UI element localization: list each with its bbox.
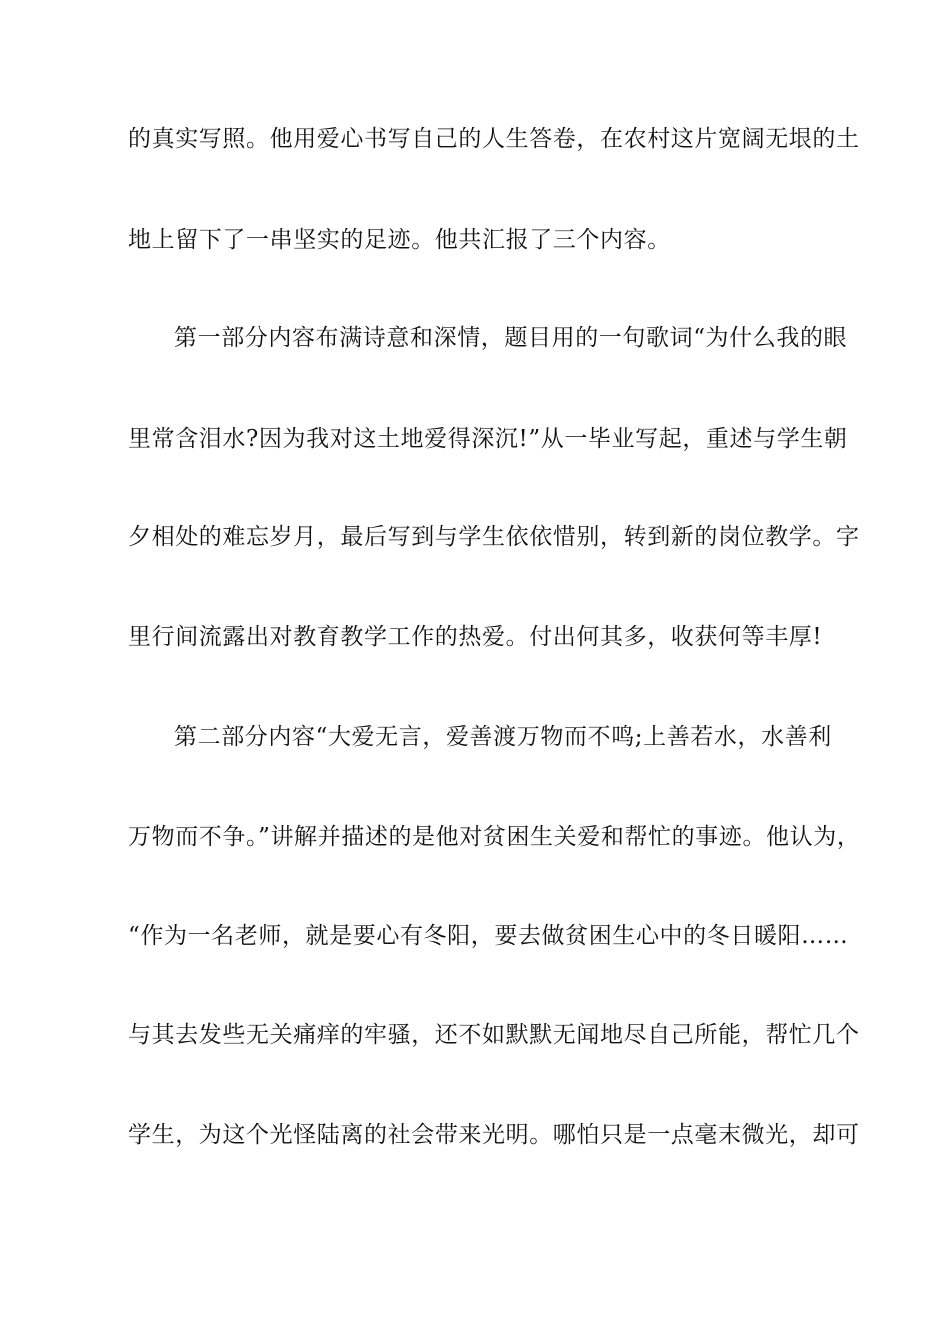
text-line: 学生，为这个光怪陆离的社会带来光明。哪怕只是一点毫末微光，却可 bbox=[128, 1122, 860, 1148]
text-line: 夕相处的难忘岁月，最后写到与学生依依惜别，转到新的岗位教学。字 bbox=[128, 524, 860, 550]
paragraph-start-line: 第一部分内容布满诗意和深情，题目用的一句歌词“为什么我的眼 bbox=[174, 325, 848, 351]
text-line: 与其去发些无关痛痒的牢骚，还不如默默无闻地尽自己所能，帮忙几个 bbox=[128, 1022, 860, 1048]
text-line: 的真实写照。他用爱心书写自己的人生答卷，在农村这片宽阔无垠的土 bbox=[128, 126, 860, 152]
paragraph-start-line: 第二部分内容“大爱无言，爱善渡万物而不鸣;上善若水，水善利 bbox=[174, 724, 832, 750]
text-line: “作为一名老师，就是要心有冬阳，要去做贫困生心中的冬日暖阳…… bbox=[128, 923, 849, 949]
text-line: 地上留下了一串坚实的足迹。他共汇报了三个内容。 bbox=[128, 227, 671, 253]
text-line: 里常含泪水?因为我对这土地爱得深沉!”从一毕业写起，重述与学生朝 bbox=[128, 426, 848, 452]
text-line: 里行间流露出对教育教学工作的热爱。付出何其多，收获何等丰厚! bbox=[128, 624, 823, 650]
text-line: 万物而不争。”讲解并描述的是他对贫困生关爱和帮忙的事迹。他认为， bbox=[128, 824, 861, 850]
